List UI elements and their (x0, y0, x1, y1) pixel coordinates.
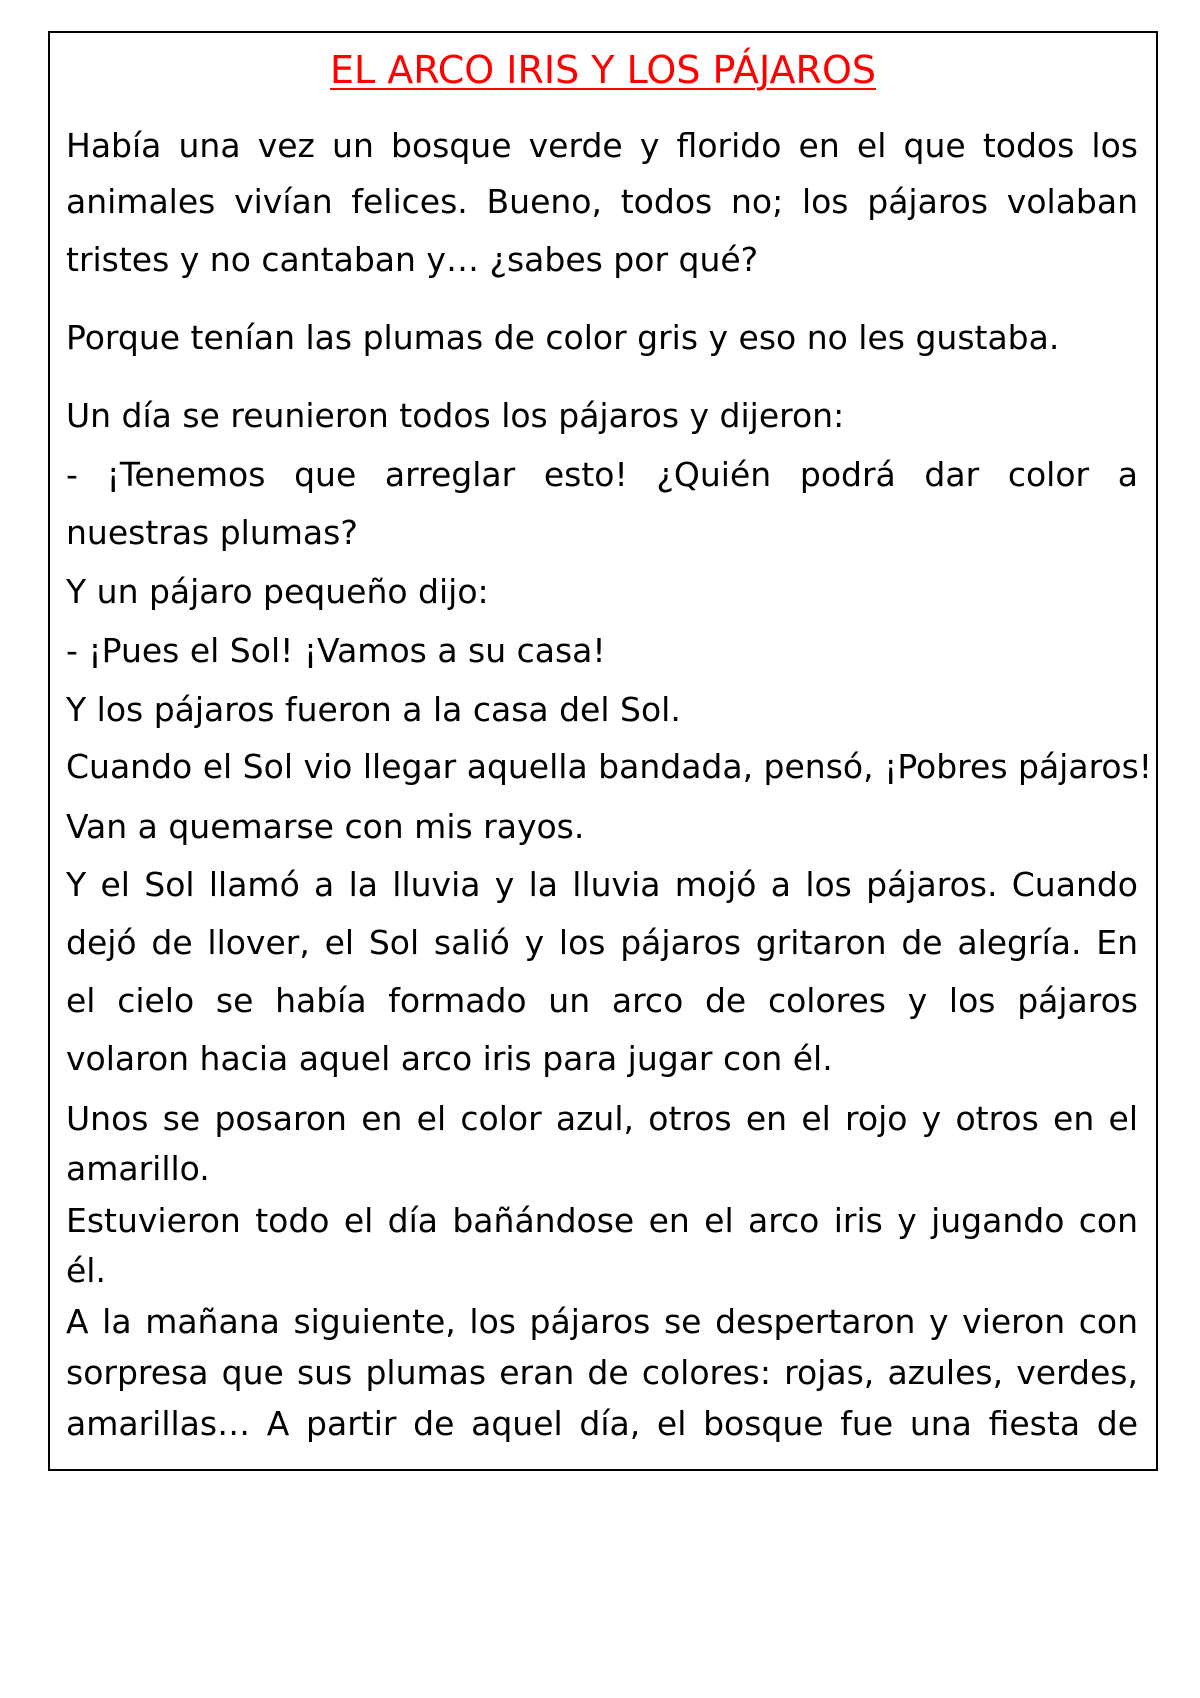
story-line: nuestras plumas? (66, 513, 358, 552)
story-line: Había una vez un bosque verde y florido en el que todos los (66, 126, 1138, 165)
story-line: - ¡Tenemos que arreglar esto! ¿Quién podrá dar color a (66, 455, 1138, 494)
story-line: amarillo. (66, 1149, 210, 1188)
story-line: amarillas… A partir de aquel día, el bosque fue una fiesta de (66, 1404, 1138, 1443)
story-line: Estuvieron todo el día bañándose en el arco iris y jugando con (66, 1201, 1138, 1240)
story-line: él. (66, 1251, 106, 1290)
story-line: sorpresa que sus plumas eran de colores: rojas, azules, verdes, (66, 1353, 1138, 1392)
story-line: el cielo se había formado un arco de colores y los pájaros (66, 981, 1138, 1020)
story-line: volaron hacia aquel arco iris para jugar con él. (66, 1039, 833, 1078)
story-line: animales vivían felices. Bueno, todos no; los pájaros volaban (66, 182, 1138, 221)
story-line: Van a quemarse con mis rayos. (66, 807, 585, 846)
story-line: A la mañana siguiente, los pájaros se despertaron y vieron con (66, 1302, 1138, 1341)
story-line: Cuando el Sol vio llegar aquella bandada, pensó, ¡Pobres pájaros! (66, 747, 1153, 786)
story-line: Unos se posaron en el color azul, otros en el rojo y otros en el (66, 1099, 1138, 1138)
story-line: dejó de llover, el Sol salió y los pájaros gritaron de alegría. En (66, 923, 1138, 962)
story-line: - ¡Pues el Sol! ¡Vamos a su casa! (66, 631, 606, 670)
story-line: Y un pájaro pequeño dijo: (66, 572, 489, 611)
story-line: Un día se reunieron todos los pájaros y dijeron: (66, 396, 845, 435)
story-line: Porque tenían las plumas de color gris y eso no les gustaba. (66, 318, 1060, 357)
story-title: EL ARCO IRIS Y LOS PÁJAROS (330, 48, 876, 92)
story-frame (48, 31, 1158, 1471)
story-line: tristes y no cantaban y… ¿sabes por qué? (66, 240, 759, 279)
story-line: Y los pájaros fueron a la casa del Sol. (66, 690, 681, 729)
story-line: Y el Sol llamó a la lluvia y la lluvia mojó a los pájaros. Cuando (66, 865, 1138, 904)
